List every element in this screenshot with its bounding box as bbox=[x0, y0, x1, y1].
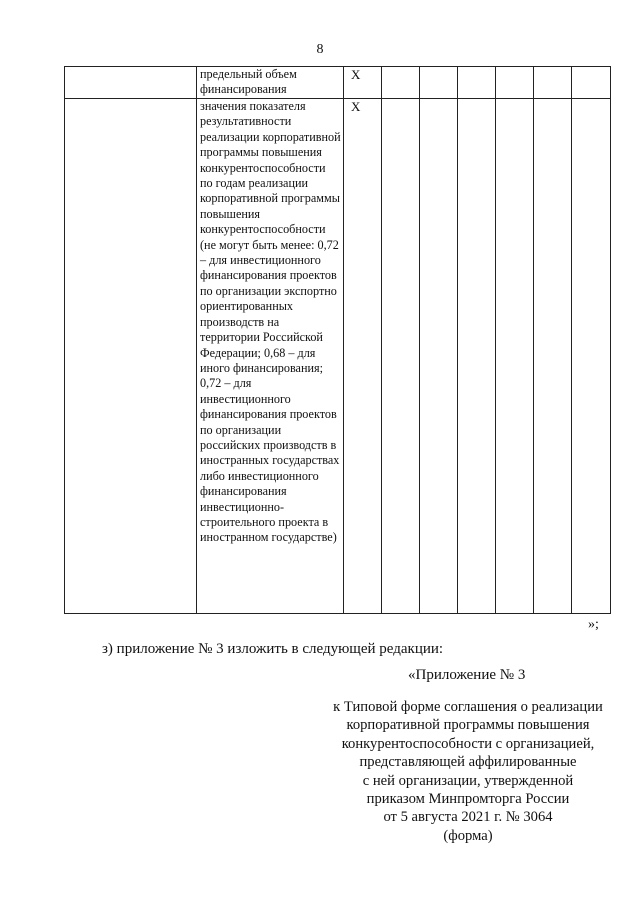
appendix-line: приказом Минпромторга России bbox=[366, 791, 570, 808]
table-cell-empty bbox=[382, 99, 420, 614]
instruction-paragraph: з) приложение № 3 изложить в следующей редакции: bbox=[102, 641, 444, 657]
table-cell-empty bbox=[458, 67, 496, 99]
table-cell-empty bbox=[420, 67, 458, 99]
table-cell-empty bbox=[534, 99, 572, 614]
table-cell-empty bbox=[572, 67, 611, 99]
table-cell-empty bbox=[534, 67, 572, 99]
table-cell-empty bbox=[458, 99, 496, 614]
table-cell-description: значения показателя результативности реализации корпоративной программы повышения конкурентоспособности по годам реализации корпоративной программы повышения конкурентоспособности (не могут быть менее: 0,72 – для инвестиционного финансирования проектов по организации экспортно ориентированных производств на территории Российской Федерации; 0,68 – для иного финансирования; 0,72 – для инвестиционного финансирования проектов по организации российских производств в иностранных государствах либо инвестиционного финансирования инвестиционно-строительного проекта в иностранном государстве) bbox=[197, 99, 344, 614]
closing-quote: »; bbox=[588, 617, 599, 632]
table-cell-empty bbox=[65, 67, 197, 99]
data-table bbox=[64, 66, 611, 614]
table-cell-empty bbox=[382, 67, 420, 99]
appendix-title: «Приложение № 3 bbox=[408, 667, 526, 683]
appendix-line: с ней организации, утвержденной bbox=[362, 772, 574, 789]
table-cell-empty bbox=[420, 99, 458, 614]
table-cell-mark: X bbox=[344, 99, 382, 614]
table-row bbox=[65, 67, 611, 99]
appendix-line: от 5 августа 2021 г. № 3064 bbox=[383, 809, 553, 826]
table-cell-empty bbox=[496, 67, 534, 99]
table-cell-mark: X bbox=[344, 67, 382, 99]
page-number: 8 bbox=[316, 42, 324, 57]
table-cell-empty bbox=[572, 99, 611, 614]
appendix-heading bbox=[318, 698, 618, 845]
appendix-line: (форма) bbox=[443, 827, 493, 844]
appendix-line: к Типовой форме соглашения о реализации bbox=[333, 699, 603, 715]
appendix-line: конкурентоспособности с организацией, bbox=[341, 735, 595, 752]
table-cell-empty bbox=[496, 99, 534, 614]
table-row bbox=[65, 99, 611, 614]
appendix-line: корпоративной программы повышения bbox=[346, 717, 590, 734]
table-cell-description: предельный объем финансирования bbox=[197, 67, 344, 99]
appendix-line: представляющей аффилированные bbox=[359, 754, 577, 771]
table-cell-empty bbox=[65, 99, 197, 614]
